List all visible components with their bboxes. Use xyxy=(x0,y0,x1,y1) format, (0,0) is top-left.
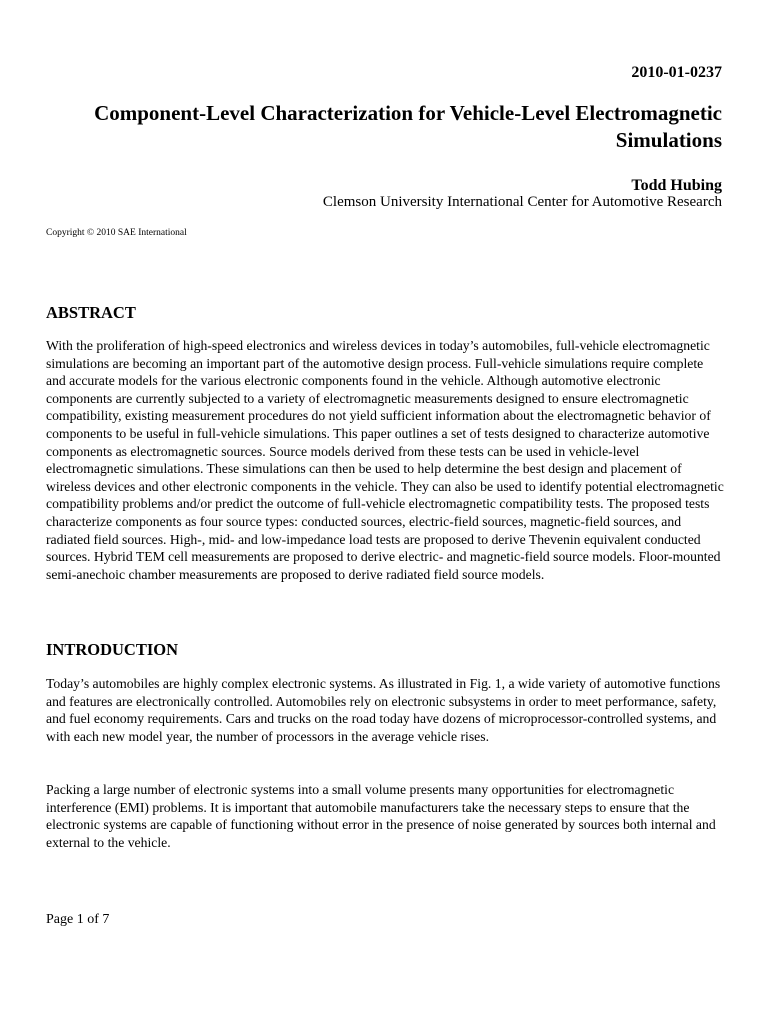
introduction-heading: INTRODUCTION xyxy=(46,640,179,659)
introduction-paragraph-1: Today’s automobiles are highly complex electronic systems. As illustrated in Fig. 1, a wide variety of automotive functions and features are electronically controlled. Automobiles rely on electronic subsystems in order to meet performance, safety, and fuel economy requirements. Cars and trucks on the road today have dozens of microprocessor-controlled systems, and with each new model year, the number of processors in the average vehicle rises. xyxy=(46,676,721,744)
introduction-paragraph-2: Packing a large number of electronic systems into a small volume presents many opportunities for electromagnetic interference (EMI) problems. It is important that automobile manufacturers take the necessary steps to ensure that the electronic systems are capable of functioning without error in the presence of noise generated by sources both internal and external to the vehicle. xyxy=(46,782,716,850)
author-affiliation: Clemson University International Center for Automotive Research xyxy=(322,194,722,210)
paper-title: Component-Level Characterization for Vehicle-Level Electromagnetic Simulations xyxy=(94,101,722,152)
abstract-paragraph: With the proliferation of high-speed electronics and wireless devices in today’s automobiles, full-vehicle electromagnetic simulations are becoming an important part of the automotive design process. Full-vehicle simulations require complete and accurate models for the various electronic components found in the vehicle. Although automotive electronic components are currently subjected to a variety of electromagnetic measurements designed to ensure electromagnetic compatibility, existing measurement procedures do not yield sufficient information about the electromagnetic behavior of components to be useful in full-vehicle simulations. This paper outlines a set of tests designed to characterize automotive components as electromagnetic sources. Source models derived from these tests can be used in vehicle-level electromagnetic simulations. These simulations can then be used to help determine the best design and placement of wireless devices and other electronic components in the vehicle. They can also be used to identify potential electromagnetic compatibility problems and/or predict the outcome of full-vehicle electromagnetic compatibility tests. The proposed tests characterize components as four source types: conducted sources, electric-field sources, magnetic-field sources, and radiated field sources. High-, mid- and low-impedance load tests are proposed to derive Thevenin equivalent conducted sources. Hybrid TEM cell measurements are proposed to derive electric- and magnetic-field source models. Floor-mounted semi-anechoic chamber measurements are proposed to derive radiated field source models. xyxy=(46,338,724,582)
page-number: Page 1 of 7 xyxy=(46,912,110,927)
paper-number: 2010-01-0237 xyxy=(631,64,722,81)
copyright-notice: Copyright © 2010 SAE International xyxy=(46,228,187,238)
author-name: Todd Hubing xyxy=(631,177,722,194)
abstract-heading: ABSTRACT xyxy=(46,303,136,322)
